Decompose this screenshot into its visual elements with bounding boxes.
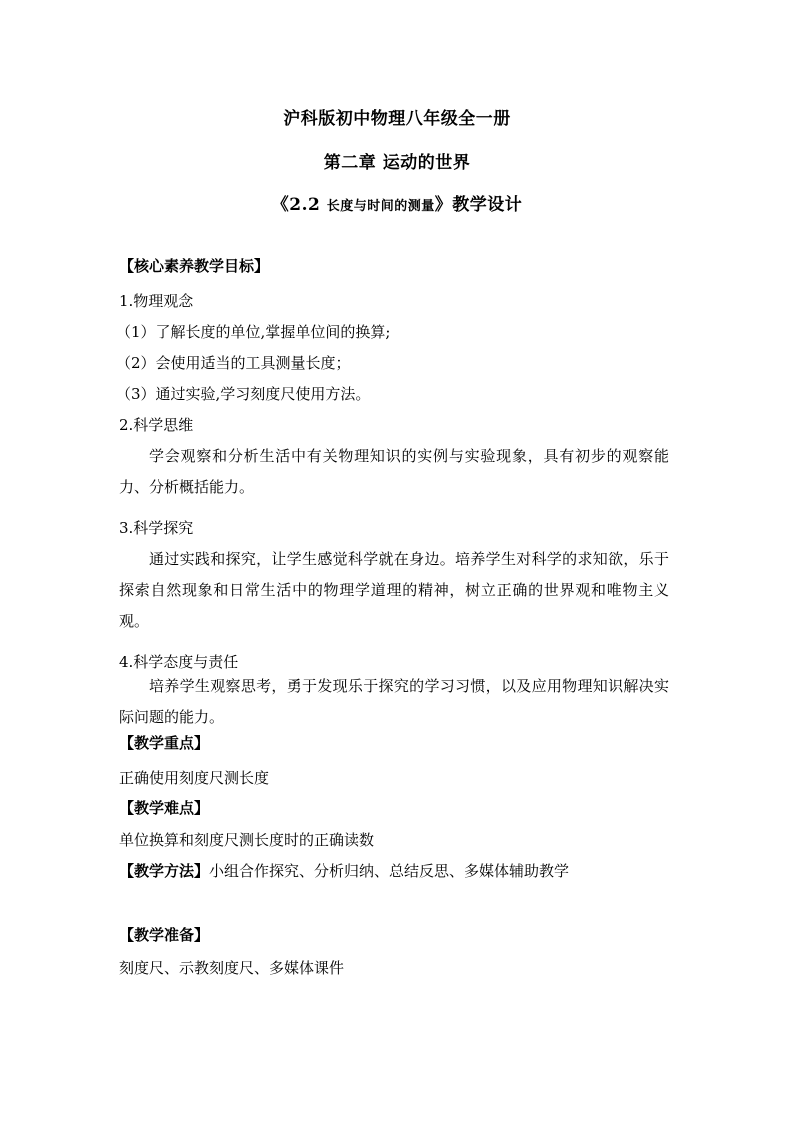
document-title-lesson [0,190,794,215]
method-heading: 【教学方法】 [119,862,210,880]
lesson-title-close: 》教学设计 [434,195,523,215]
method-line [119,861,569,881]
science-thinking-text: 学会观察和分析生活中有关物理知识的实例与实验现象，具有初步的观察能力、分析概括能力。 [119,447,669,496]
document-title-textbook: 沪科版初中物理八年级全一册 [283,109,511,129]
document-title-chapter: 第二章 运动的世界 [323,153,471,173]
physics-concept-heading: 1.物理观念 [119,292,194,310]
concept-item-1: （1）了解长度的单位,掌握单位间的换算; [116,323,391,341]
difficulty-text: 单位换算和刻度尺测长度时的正确读数 [119,831,375,849]
preparation-text: 刻度尺、示教刻度尺、多媒体课件 [119,959,345,977]
science-inquiry-heading: 3.科学探究 [119,519,194,537]
science-inquiry-text: 通过实践和探究，让学生感觉科学就在身边。培养学生对科学的求知欲，乐于探索自然现象和日常生活中的物理学道理的精神，树立正确的世界观和唯物主义观。 [119,550,669,630]
difficulty-heading: 【教学难点】 [119,799,210,817]
key-points-text: 正确使用刻度尺测长度 [119,769,270,787]
concept-item-2: （2）会使用适当的工具测量长度； [116,354,351,372]
science-thinking-heading: 2.科学思维 [119,416,194,434]
method-text: 小组合作探究、分析归纳、总结反思、多媒体辅助教学 [209,862,570,880]
lesson-title-name: 长度与时间的测量 [326,199,435,214]
preparation-heading: 【教学准备】 [119,926,210,944]
key-points-heading: 【教学重点】 [119,734,210,752]
attitude-text: 培养学生观察思考，勇于发现乐于探究的学习习惯，以及应用物理知识解决实际问题的能力。 [119,677,669,726]
lesson-title-open: 《2.2 [271,195,327,215]
attitude-heading: 4.科学态度与责任 [119,653,239,671]
goals-heading: 【核心素养教学目标】 [119,257,270,275]
concept-item-3: （3）通过实验,学习刻度尺使用方法。 [116,385,371,403]
